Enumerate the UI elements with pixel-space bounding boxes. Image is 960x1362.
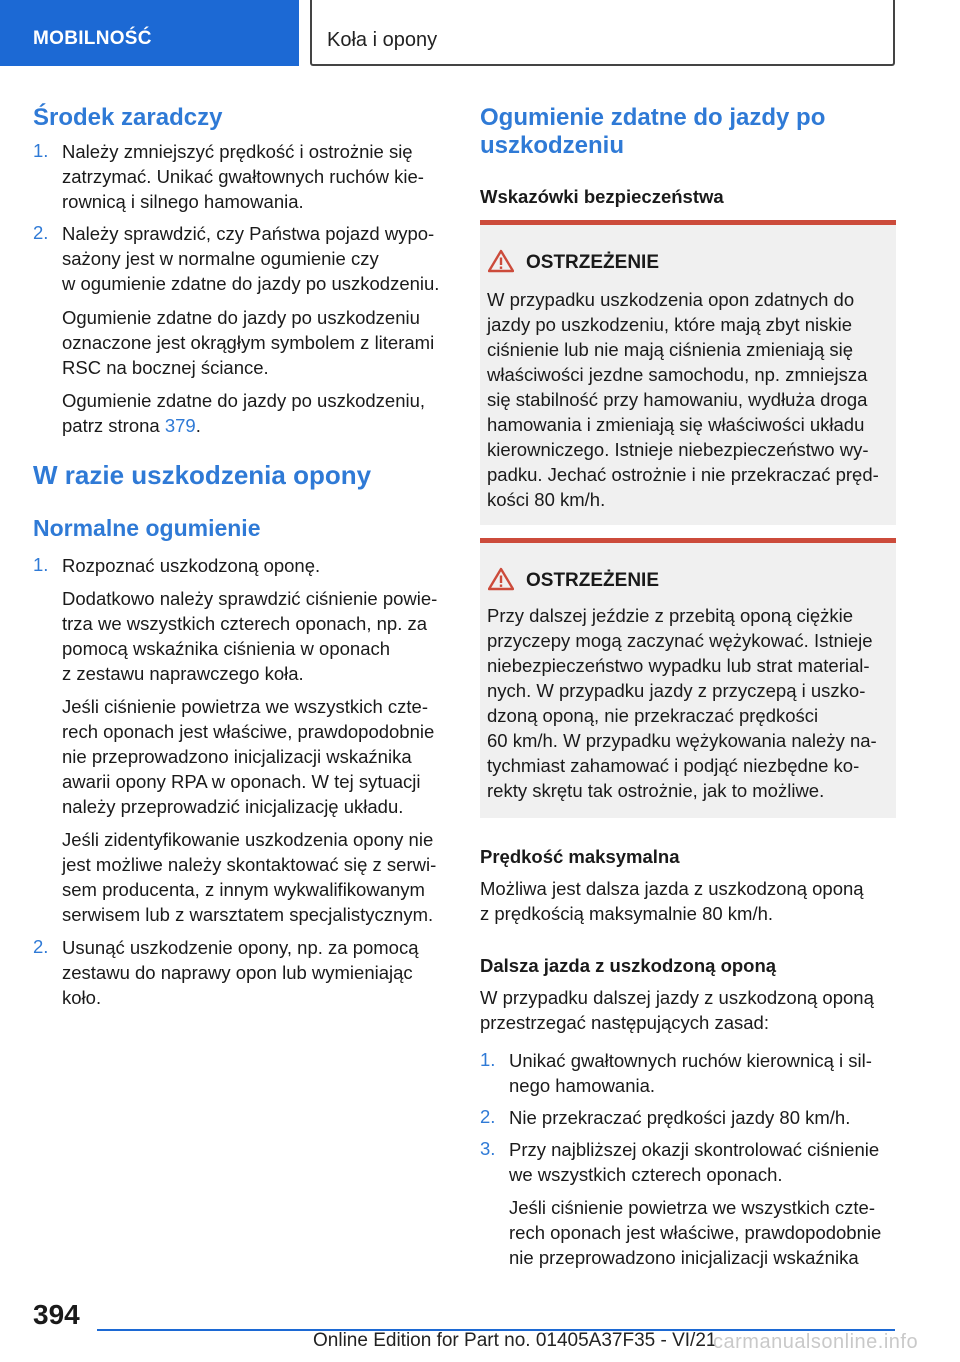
paragraph-line: Ogumienie zdatne do jazdy po uszkodzeniu,	[62, 390, 426, 411]
page-link[interactable]: 379	[164, 415, 196, 436]
subheading-safety: Wskazówki bezpieczeństwa	[480, 186, 724, 207]
paragraph-line: jest możliwe należy skontaktować się z serwi‐	[62, 854, 437, 875]
step-text: zestawu do naprawy opon lub wymieniając	[62, 962, 413, 983]
step-number: 2.	[480, 1106, 496, 1127]
warning-text: przyczepy mogą zaczynać wężykować. Istnieje	[487, 630, 873, 651]
paragraph-line: rech oponach jest właściwe, prawdopodobnie	[509, 1222, 882, 1243]
warning-text: hamowania i zmieniają się właściwości układu	[487, 414, 865, 435]
step-text: Usunąć uszkodzenie opony, np. za pomocą	[62, 937, 419, 958]
step-text: w ogumienie zdatne do jazdy po uszkodzeniu.	[62, 273, 440, 294]
warning-text: padku. Jechać ostrożnie i nie przekraczać pręd‐	[487, 464, 879, 485]
step-text: sażony jest w normalne ogumienie czy	[62, 248, 379, 269]
step-number: 1.	[33, 554, 49, 575]
step-text: nego hamowania.	[509, 1075, 656, 1096]
warning-text: Przy dalszej jeździe z przebitą oponą ciężkie	[487, 605, 854, 626]
warning-text: rekty skrętu tak ostrożnie, jak to możliwe.	[487, 780, 825, 801]
step-number: 2.	[33, 936, 49, 957]
warning-text: 60 km/h. W przypadku wężykowania należy na‐	[487, 730, 877, 751]
subheading-predkosc: Prędkość maksymalna	[480, 846, 680, 867]
paragraph-line: przestrzegać następujących zasad:	[480, 1012, 769, 1033]
step-number: 2.	[33, 222, 49, 243]
paragraph-line: nie przeprowadzono inicjalizacji wskaźnika	[62, 746, 412, 767]
paragraph-line: Ogumienie zdatne do jazdy po uszkodzeniu	[62, 307, 420, 328]
heading-ogumienie-zdatne-cont: uszkodzeniu	[480, 132, 625, 159]
section-title: MOBILNOŚĆ	[33, 28, 152, 49]
step-number: 1.	[480, 1049, 496, 1070]
heading-normalne-ogumienie: Normalne ogumienie	[33, 515, 261, 541]
paragraph-line: Możliwa jest dalsza jazda z uszkodzoną oponą	[480, 878, 864, 899]
warning-text: dzoną oponą, nie przekraczać prędkości	[487, 705, 819, 726]
paragraph-line: rech oponach jest właściwe, prawdopodobnie	[62, 721, 435, 742]
paragraph-line: sem producenta, z innym wykwalifikowanym	[62, 879, 425, 900]
step-number: 1.	[33, 140, 49, 161]
page-number: 394	[33, 1299, 80, 1330]
paragraph-line: Dodatkowo należy sprawdzić ciśnienie powie‐	[62, 588, 438, 609]
paragraph-line: serwisem lub z warsztatem specjalistycznym.	[62, 904, 434, 925]
step-text: Unikać gwałtownych ruchów kierownicą i sil‐	[509, 1050, 872, 1071]
warning-text: W przypadku uszkodzenia opon zdatnych do	[487, 289, 855, 310]
warning-title: OSTRZEŻENIE	[526, 252, 660, 273]
edition-text: Online Edition for Part no. 01405A37F35 - VI/21	[313, 1330, 717, 1351]
paragraph-line: RSC na bocznej ściance.	[62, 357, 269, 378]
warning-text: jazdy po uszkodzeniu, które mają zbyt niskie	[487, 314, 853, 335]
step-text: Nie przekraczać prędkości jazdy 80 km/h.	[509, 1107, 851, 1128]
heading-ogumienie-zdatne: Ogumienie zdatne do jazdy po	[480, 104, 826, 131]
section-tab	[0, 0, 299, 66]
watermark: carmanualsonline.info	[713, 1331, 919, 1353]
warning-box	[480, 220, 896, 525]
subheading-dalsza-jazda: Dalsza jazda z uszkodzoną oponą	[480, 955, 777, 976]
paragraph-text: patrz strona	[62, 415, 165, 436]
heading-srodek-zaradczy: Środek zaradczy	[33, 104, 223, 131]
warning-text: nych. W przypadku jazdy z przyczepą i uszko‐	[487, 680, 866, 701]
paragraph-line: pomocą wskaźnika ciśnienia w oponach	[62, 638, 391, 659]
warning-text: ciśnienie lub nie mają ciśnienia zmieniają się	[487, 339, 854, 360]
warning-title: OSTRZEŻENIE	[526, 570, 660, 591]
warning-text: się stabilność przy hamowaniu, wydłuża droga	[487, 389, 868, 410]
step-text: zatrzymać. Unikać gwałtownych ruchów kie‐	[62, 166, 424, 187]
paragraph-line: Jeśli ciśnienie powietrza we wszystkich czte‐	[62, 696, 429, 717]
paragraph-line: nie przeprowadzono inicjalizacji wskaźnika	[509, 1247, 859, 1268]
warning-box	[480, 538, 896, 818]
step-text: rownicą i silnego hamowania.	[62, 191, 304, 212]
paragraph-line: W przypadku dalszej jazdy z uszkodzoną oponą	[480, 987, 874, 1008]
warning-text: kości 80 km/h.	[487, 489, 606, 510]
paragraph-text: .	[195, 415, 201, 436]
chapter-tab	[310, 0, 895, 66]
step-text: Rozpoznać uszkodzoną oponę.	[62, 555, 321, 576]
paragraph-line: Jeśli ciśnienie powietrza we wszystkich czte‐	[509, 1197, 876, 1218]
warning-triangle-icon	[488, 567, 514, 591]
paragraph-line: z zestawu naprawczego koła.	[62, 663, 304, 684]
warning-text: właściwości jezdne samochodu, np. zmniejsza	[487, 364, 868, 385]
paragraph-line: z prędkością maksymalnie 80 km/h.	[480, 903, 774, 924]
chapter-title: Koła i opony	[327, 29, 438, 51]
step-text: Należy zmniejszyć prędkość i ostrożnie się	[62, 141, 413, 162]
warning-text: kierowniczego. Istnieje niebezpieczeństwo wy‐	[487, 439, 869, 460]
step-text: koło.	[62, 987, 102, 1008]
step-number: 3.	[480, 1138, 496, 1159]
step-text: we wszystkich czterech oponach.	[509, 1164, 783, 1185]
heading-w-razie-uszkodzenia: W razie uszkodzenia opony	[33, 460, 372, 490]
step-text: Należy sprawdzić, czy Państwa pojazd wypo‐	[62, 223, 435, 244]
warning-text: niebezpieczeństwo wypadku lub strat material‐	[487, 655, 870, 676]
paragraph-line: Jeśli zidentyfikowanie uszkodzenia opony nie	[62, 829, 434, 850]
step-text: Przy najbliższej okazji skontrolować ciśnienie	[509, 1139, 880, 1160]
warning-triangle-icon	[488, 249, 514, 273]
paragraph-line: należy przeprowadzić inicjalizację układu.	[62, 796, 404, 817]
warning-text: tychmiast zahamować i podjąć niezbędne ko‐	[487, 755, 860, 776]
paragraph-line: oznaczone jest okrągłym symbolem z literami	[62, 332, 435, 353]
paragraph-line-with-link	[62, 413, 201, 438]
paragraph-line: awarii opony RPA w oponach. W tej sytuacji	[62, 771, 421, 792]
paragraph-line: trza we wszystkich czterech oponach, np. za	[62, 613, 428, 634]
